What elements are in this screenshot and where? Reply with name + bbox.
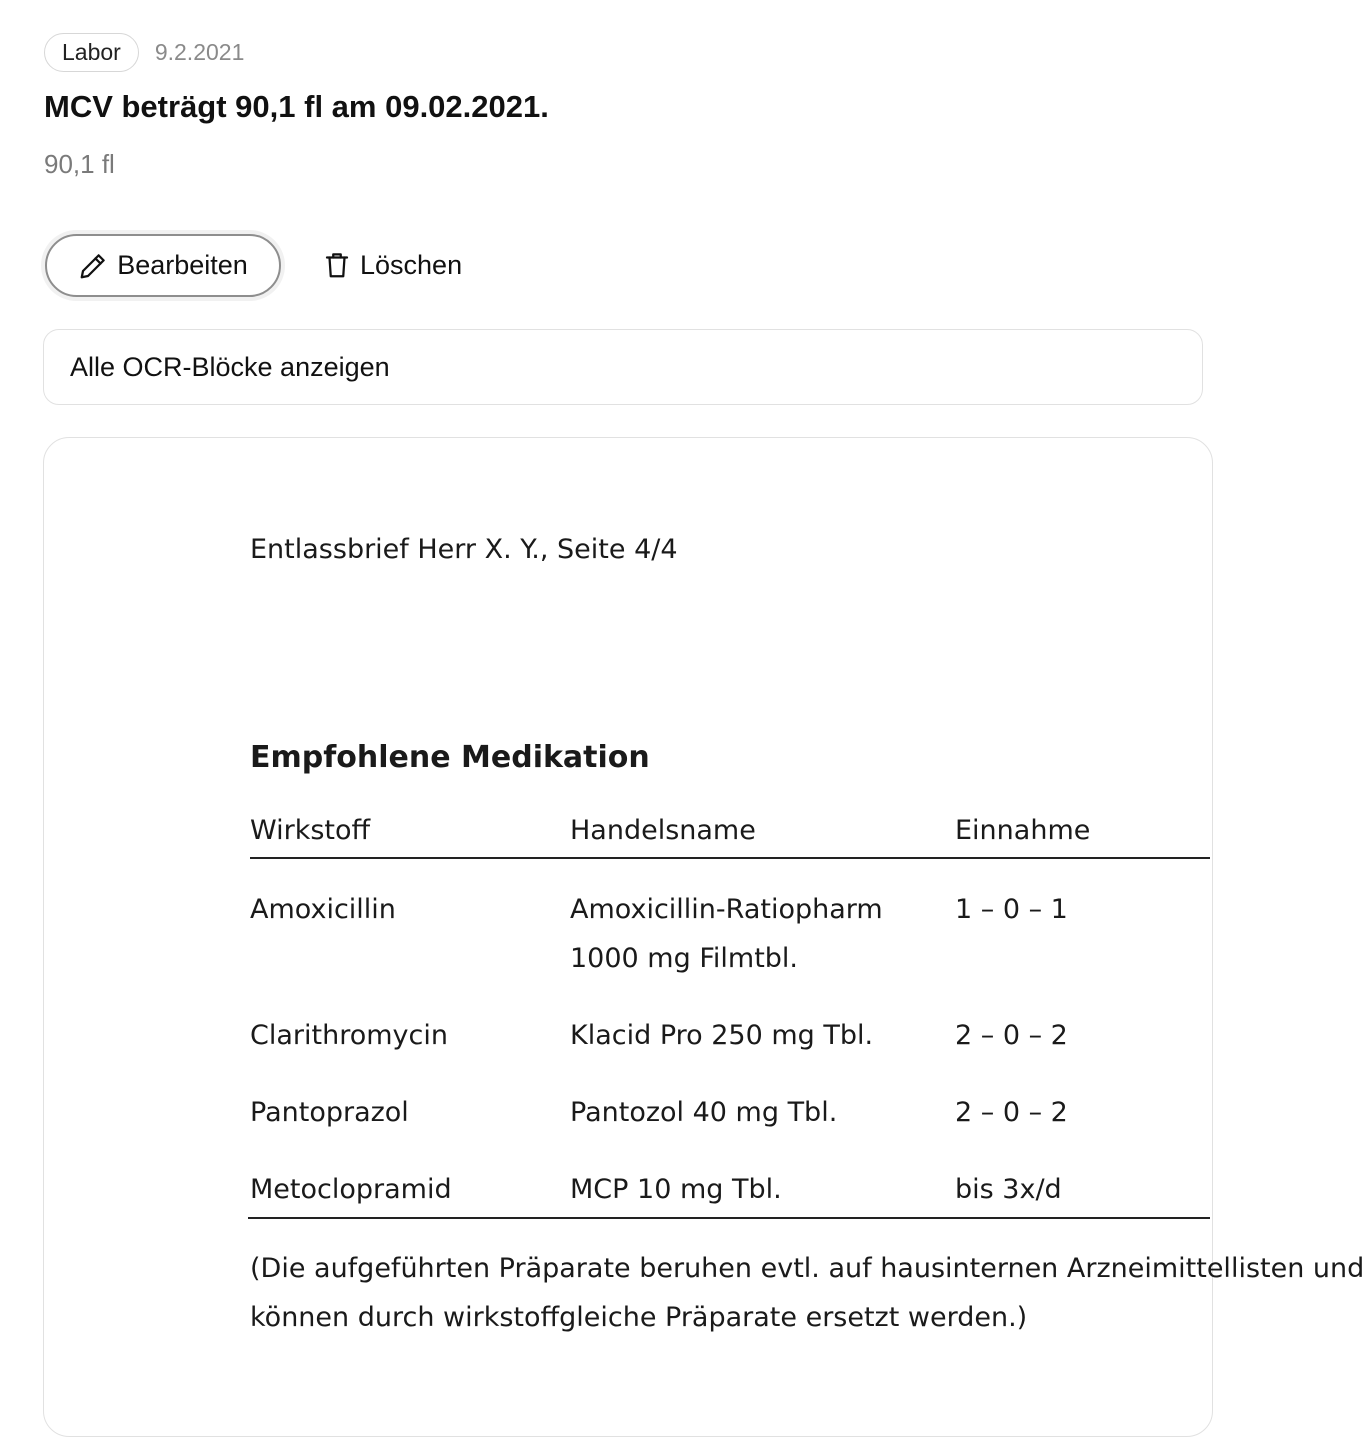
edit-button-label: Bearbeiten xyxy=(117,250,248,280)
edit-button[interactable] xyxy=(41,230,285,301)
edit-button-inner[interactable] xyxy=(45,234,281,297)
row-wirkstoff: Clarithromycin xyxy=(250,1020,448,1051)
delete-button-label: Löschen xyxy=(360,249,463,280)
column-header-einnahme: Einnahme xyxy=(955,815,1091,846)
footnote-line-2: können durch wirkstoffgleiche Präparate ersetzt werden.) xyxy=(250,1302,1028,1333)
document-header: Entlassbrief Herr X. Y., Seite 4/4 xyxy=(250,534,678,565)
row-wirkstoff: Amoxicillin xyxy=(250,894,396,925)
document-preview xyxy=(43,437,1364,1437)
row-einnahme: bis 3x/d xyxy=(955,1174,1062,1205)
entry-meta xyxy=(44,33,244,72)
row-handelsname: Pantozol 40 mg Tbl. xyxy=(570,1097,838,1128)
row-handelsname: Amoxicillin-Ratiopharm xyxy=(570,894,883,925)
show-ocr-blocks-label: Alle OCR-Blöcke anzeigen xyxy=(70,351,390,382)
entry-value: 90,1 fl xyxy=(44,149,115,179)
show-ocr-blocks-toggle[interactable] xyxy=(43,329,1203,405)
section-title: Empfohlene Medikation xyxy=(250,740,650,775)
entry-title: MCV beträgt 90,1 fl am 09.02.2021. xyxy=(44,89,549,124)
row-handelsname-line2: 1000 mg Filmtbl. xyxy=(570,943,798,974)
pencil-icon xyxy=(78,251,108,281)
row-handelsname: Klacid Pro 250 mg Tbl. xyxy=(570,1020,874,1051)
row-wirkstoff: Pantoprazol xyxy=(250,1097,409,1128)
category-badge: Labor xyxy=(44,33,139,72)
row-handelsname: MCP 10 mg Tbl. xyxy=(570,1174,782,1205)
delete-button[interactable] xyxy=(322,241,462,289)
entry-date: 9.2.2021 xyxy=(154,39,245,65)
table-header-rule xyxy=(250,857,1210,859)
row-einnahme: 2 – 0 – 2 xyxy=(955,1020,1068,1051)
table-bottom-rule xyxy=(248,1217,1210,1219)
row-wirkstoff: Metoclopramid xyxy=(250,1174,452,1205)
trash-icon xyxy=(322,250,352,280)
row-einnahme: 2 – 0 – 2 xyxy=(955,1097,1068,1128)
column-header-wirkstoff: Wirkstoff xyxy=(250,815,371,846)
row-einnahme: 1 – 0 – 1 xyxy=(955,894,1068,925)
footnote-line-1: (Die aufgeführten Präparate beruhen evtl. auf hausinternen Arzneimittellisten und xyxy=(250,1253,1364,1284)
column-header-handelsname: Handelsname xyxy=(570,815,756,846)
footnote xyxy=(250,1244,1364,1342)
